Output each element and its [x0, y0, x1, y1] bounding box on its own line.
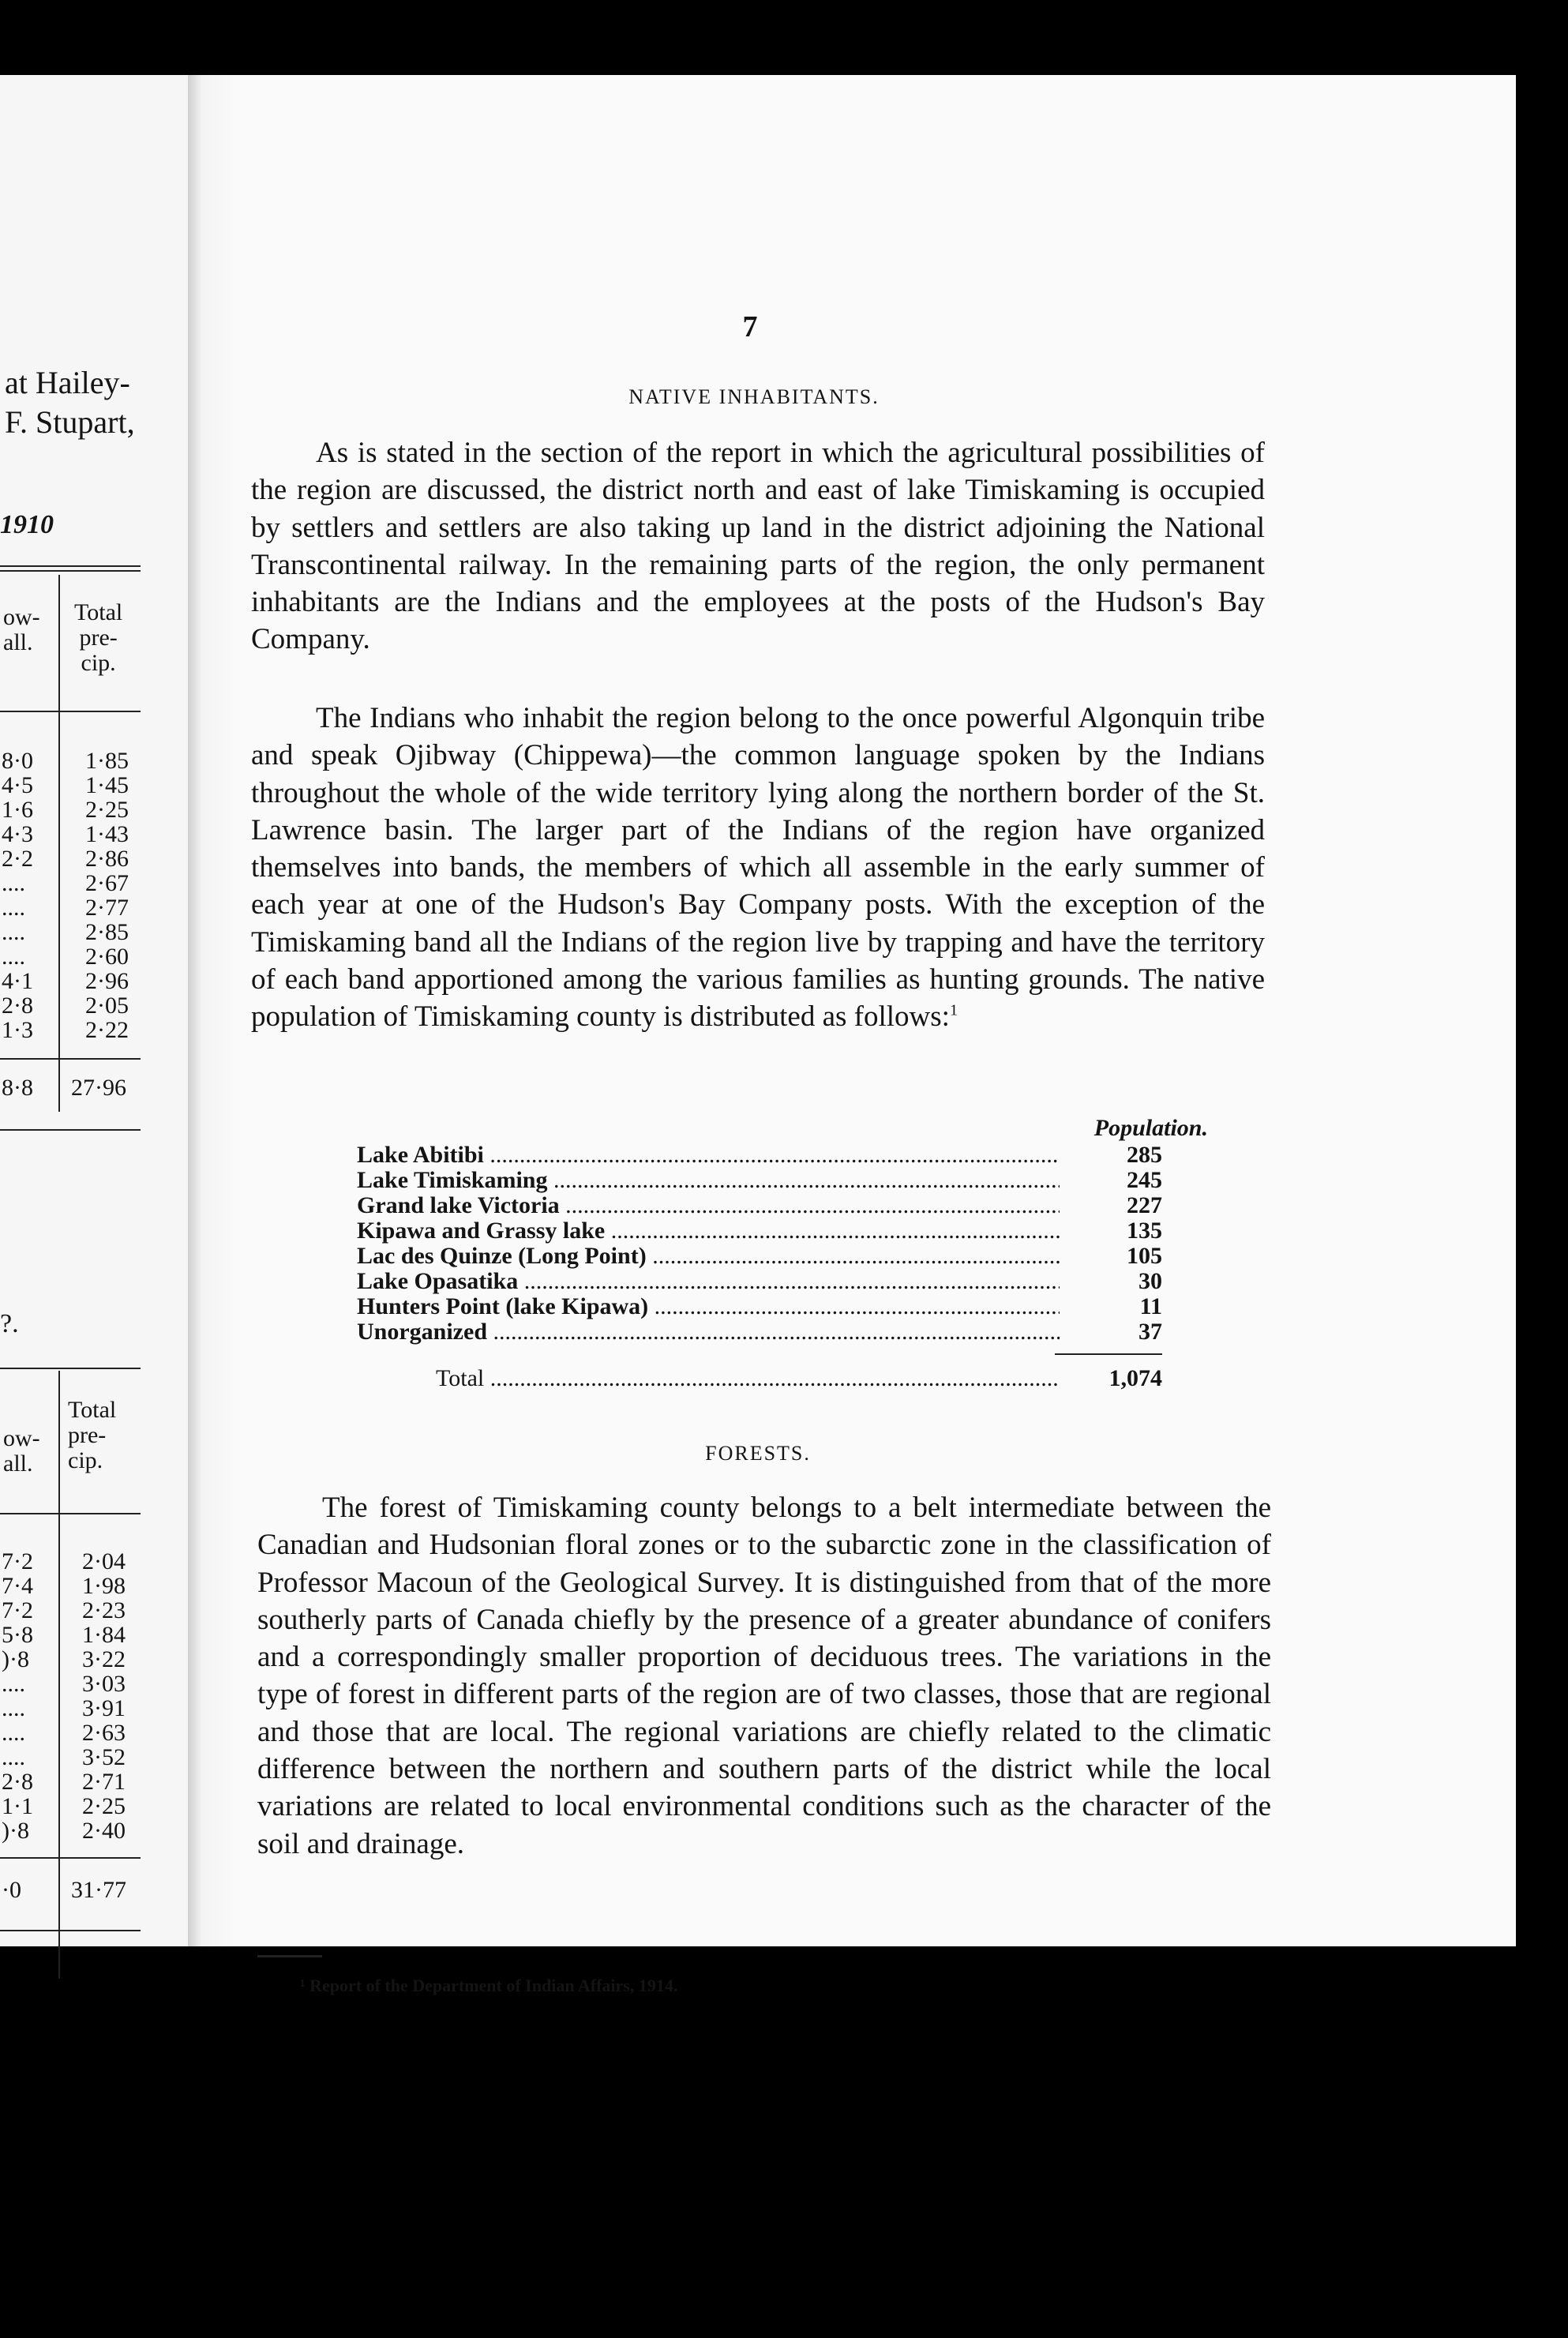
- section-heading-forests: FORESTS.: [705, 1442, 811, 1465]
- left-bottom-total-header: Total pre- cip.: [68, 1397, 117, 1473]
- left-year: 1910: [0, 510, 54, 539]
- native-paragraph-2: [251, 700, 1265, 1036]
- left-top-precip-values: 1·85 1·45 2·25 1·43 2·86 2·67 2·77 2·85 2·60 2·96 2·05 2·22: [85, 748, 129, 1043]
- left-top-snow-total: 8·8: [2, 1075, 33, 1101]
- left-mid-fragment: ?.: [0, 1309, 19, 1338]
- population-place: Lake Timiskaming .....: [357, 1168, 1060, 1193]
- left-top-snow-header: ow- all.: [3, 604, 40, 655]
- left-top-total-header: Total pre- cip.: [74, 599, 123, 676]
- left-bottom-snow-values: 7·2 7·4 7·2 5·8 )·8 .... .... .... .... 2·8 1·1 )·8: [2, 1548, 33, 1844]
- left-bottom-precip-total: 31·77: [71, 1877, 126, 1903]
- footnote-rule: [257, 1955, 322, 1957]
- left-heading-line-2: F. Stupart,: [5, 404, 135, 440]
- population-place: Hunters Point (lake Kipawa) .....: [357, 1294, 1060, 1319]
- population-value: 105: [1127, 1243, 1162, 1269]
- population-value: 285: [1127, 1142, 1162, 1168]
- population-row: [357, 1143, 1162, 1168]
- population-place: Grand lake Victoria .....: [357, 1193, 1060, 1218]
- population-value: 11: [1139, 1293, 1162, 1319]
- native-paragraph-1-text: As is stated in the section of the report in which the agricultural possibilities of the region are discussed, the district north and east of lake Timiskaming is occupied by settlers and settlers are also taking up land in the district adjoining the National Transcontinental railway. In the remaining parts of the region, the only permanent inhabitants are the Indians and the employees at the posts of the Hudson's Bay Company.: [251, 437, 1265, 656]
- section-heading-native-inhabitants: NATIVE INHABITANTS.: [628, 385, 880, 408]
- population-value: 245: [1127, 1167, 1162, 1193]
- population-total-label: Total .....: [436, 1364, 1060, 1393]
- population-row: [357, 1218, 1162, 1244]
- population-total-rule: [1055, 1353, 1162, 1355]
- population-row: [357, 1269, 1162, 1294]
- population-row: [357, 1168, 1162, 1193]
- population-total-row: [436, 1364, 1162, 1393]
- footnote-reference: 1: [949, 1002, 958, 1020]
- population-row: [357, 1244, 1162, 1269]
- native-paragraph-2-text: The Indians who inhabit the region belong to the once powerful Algonquin tribe and speak Ojibway (Chippewa)—the common language spoken by the Indians throughout the whole of the wide territory lying along the northern border of the St. Lawrence basin. The larger part of the Indians of the region have organized themselves into bands, the members of which all assemble in the early summer of each year at one of the Hudson's Bay Company posts. With the exception of the Timiskaming band all the Indians of the region live by trapping and have the territory of each band apportioned among the various families as hunting grounds. The native population of Timiskaming county is distributed as follows:: [251, 702, 1265, 1034]
- population-row: [357, 1294, 1162, 1319]
- left-top-precip-total: 27·96: [71, 1075, 126, 1101]
- page-number: 7: [742, 310, 758, 343]
- population-value: 135: [1127, 1218, 1162, 1244]
- population-place: Unorganized .....: [357, 1319, 1060, 1345]
- left-bottom-snow-total: ·0: [2, 1877, 21, 1903]
- left-bottom-precip-values: 2·04 1·98 2·23 1·84 3·22 3·03 3·91 2·63 3·52 2·71 2·25 2·40: [82, 1548, 126, 1844]
- left-bottom-snow-header: ow- all.: [3, 1425, 40, 1477]
- left-heading-line-1: at Hailey-: [5, 365, 130, 400]
- population-value: 30: [1138, 1268, 1162, 1294]
- population-table: [357, 1143, 1162, 1345]
- page-gutter: [188, 75, 235, 1946]
- population-row: [357, 1319, 1162, 1345]
- footnote: ¹ Report of the Department of Indian Affairs, 1914.: [300, 1976, 678, 1995]
- population-place: Lake Opasatika .....: [357, 1269, 1060, 1294]
- population-header: Population.: [1093, 1115, 1208, 1141]
- population-total-value: 1,074: [1108, 1365, 1162, 1391]
- population-place: Lac des Quinze (Long Point) .....: [357, 1244, 1060, 1269]
- forests-paragraph: [257, 1489, 1271, 1863]
- left-top-snow-values: 8·0 4·5 1·6 4·3 2·2 .... .... .... .... 4·1 2·8 1·3: [2, 748, 33, 1043]
- population-place: Kipawa and Grassy lake .....: [357, 1218, 1060, 1244]
- population-row: [357, 1193, 1162, 1218]
- population-value: 37: [1138, 1319, 1162, 1345]
- left-heading-fragment: [5, 363, 135, 442]
- forests-paragraph-text: The forest of Timiskaming county belongs to a belt intermediate between the Canadian and Hudsonian floral zones or to the subarctic zone in the classification of Professor Macoun of the Geological Survey. It is distinguished from that of the more southerly parts of Canada chiefly by the presence of a greater abundance of conifers and a correspondingly smaller proportion of deciduous trees. The variations in the type of forest in different parts of the region are of two classes, those that are regional and those that are local. The regional variations are chiefly related to the climatic difference between the northern and southern parts of the district while the local variations are related to local environmental conditions such as the character of the soil and drainage.: [257, 1492, 1271, 1860]
- native-paragraph-1: [251, 434, 1265, 659]
- population-place: Lake Abitibi .....: [357, 1143, 1060, 1168]
- population-value: 227: [1127, 1192, 1162, 1218]
